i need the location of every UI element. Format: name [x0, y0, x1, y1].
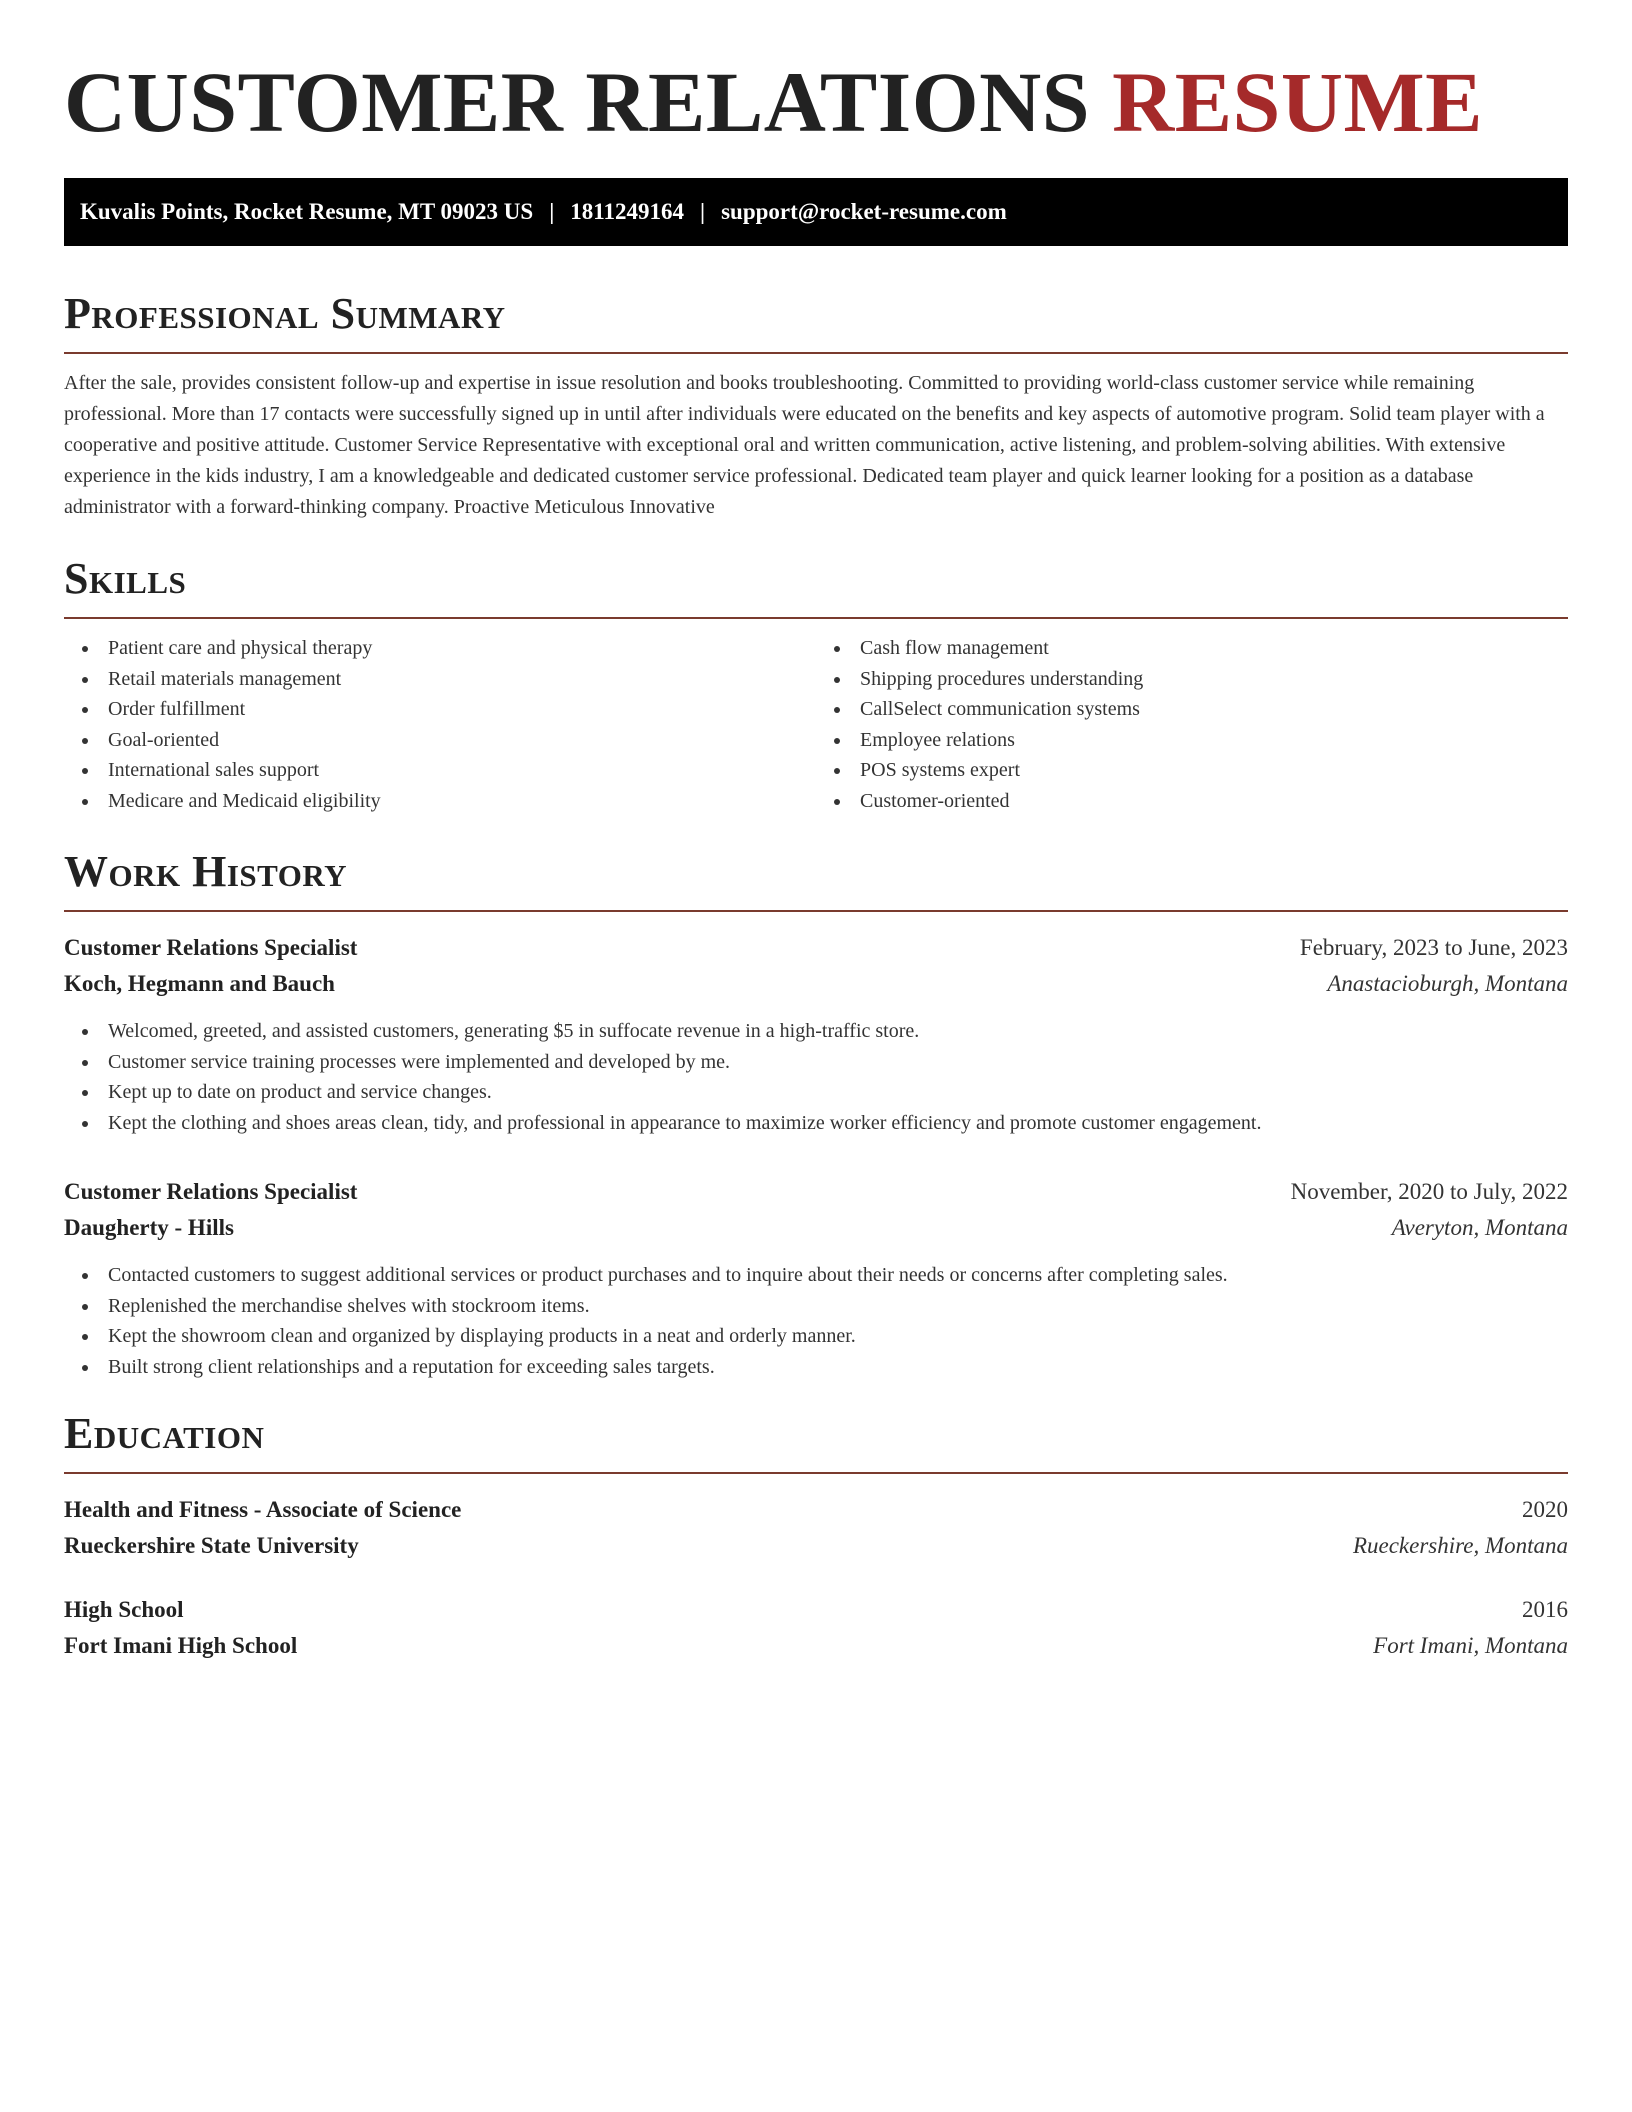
section-divider [64, 617, 1568, 619]
graduation-year: 2020 [1522, 1497, 1568, 1522]
education-entry [64, 1592, 1568, 1664]
skill-item: Cash flow management [860, 633, 1568, 664]
job-entry [64, 930, 1568, 1138]
skills-list [64, 633, 1568, 816]
job-company: Daugherty - Hills [64, 1215, 234, 1240]
skill-item: Goal-oriented [108, 725, 816, 756]
contact-bar [64, 178, 1568, 246]
skill-item: POS systems expert [860, 755, 1568, 786]
job-duties [64, 1016, 1568, 1138]
duty-item: Welcomed, greeted, and assisted customers, generating $5 in suffocate revenue in a high-traffic store. [108, 1016, 1568, 1047]
title-accent: RESUME [1112, 54, 1484, 150]
skill-item: Order fulfillment [108, 694, 816, 725]
job-title: Customer Relations Specialist [64, 935, 358, 960]
job-entry [64, 1174, 1568, 1382]
school-location: Rueckershire, Montana [1352, 1533, 1568, 1558]
section-divider [64, 910, 1568, 912]
job-duties [64, 1260, 1568, 1382]
school-name: Rueckershire State University [64, 1533, 359, 1558]
work-history-heading: Work History [64, 847, 348, 896]
education-heading: Education [64, 1409, 265, 1458]
skill-item: Shipping procedures understanding [860, 664, 1568, 695]
education-entry [64, 1492, 1568, 1564]
job-company: Koch, Hegmann and Bauch [64, 971, 335, 996]
duty-item: Kept up to date on product and service changes. [108, 1077, 1568, 1108]
job-location: Anastacioburgh, Montana [1327, 971, 1568, 996]
contact-phone: 1811249164 [570, 199, 685, 224]
duty-item: Kept the clothing and shoes areas clean, tidy, and professional in appearance to maximize worker efficiency and promote customer engagement. [108, 1108, 1568, 1139]
summary-heading: Professional Summary [64, 289, 506, 338]
duty-item: Contacted customers to suggest additional services or product purchases and to inquire about their needs or concerns after completing sales. [108, 1260, 1568, 1291]
summary-text: After the sale, provides consistent follow-up and expertise in issue resolution and books troubleshooting. Committed to providing world-class customer service while remaining professional. More than 17 contacts were successfully signed up in until after individuals were educated on the benefits and key aspects of automotive program. Solid team player with a cooperative and positive attitude. Customer Service Representative with exceptional oral and written communication, active listening, and problem-solving abilities. With extensive experience in the kids industry, I am a knowledgeable and dedicated customer service professional. Dedicated team player and quick learner looking for a position as a database administrator with a forward-thinking company. Proactive Meticulous Innovative [64, 372, 1545, 518]
resume-title [64, 56, 1568, 148]
skill-item: International sales support [108, 755, 816, 786]
skills-column-left [64, 633, 816, 816]
skill-item: Customer-oriented [860, 786, 1568, 817]
skill-item: Patient care and physical therapy [108, 633, 816, 664]
skill-item: CallSelect communication systems [860, 694, 1568, 725]
degree: Health and Fitness - Associate of Science [64, 1497, 462, 1522]
duty-item: Built strong client relationships and a reputation for exceeding sales targets. [108, 1352, 1568, 1383]
contact-email: support@rocket-resume.com [721, 199, 1007, 224]
skill-item: Employee relations [860, 725, 1568, 756]
school-location: Fort Imani, Montana [1373, 1633, 1568, 1658]
duty-item: Kept the showroom clean and organized by displaying products in a neat and orderly manner. [108, 1321, 1568, 1352]
skills-heading: Skills [64, 554, 187, 603]
title-main: CUSTOMER RELATIONS [64, 54, 1091, 150]
job-location: Averyton, Montana [1391, 1215, 1568, 1240]
school-name: Fort Imani High School [64, 1633, 298, 1658]
skill-item: Medicare and Medicaid eligibility [108, 786, 816, 817]
duty-item: Customer service training processes were implemented and developed by me. [108, 1047, 1568, 1078]
contact-separator: | [700, 199, 706, 224]
section-divider [64, 1472, 1568, 1474]
job-dates: February, 2023 to June, 2023 [1299, 935, 1568, 960]
contact-address: Kuvalis Points, Rocket Resume, MT 09023 US [80, 199, 534, 224]
duty-item: Replenished the merchandise shelves with stockroom items. [108, 1291, 1568, 1322]
skills-column-right [816, 633, 1568, 816]
contact-separator: | [549, 199, 555, 224]
job-dates: November, 2020 to July, 2022 [1290, 1179, 1568, 1204]
job-title: Customer Relations Specialist [64, 1179, 358, 1204]
skill-item: Retail materials management [108, 664, 816, 695]
section-divider [64, 352, 1568, 354]
degree: High School [64, 1597, 184, 1622]
graduation-year: 2016 [1522, 1597, 1568, 1622]
